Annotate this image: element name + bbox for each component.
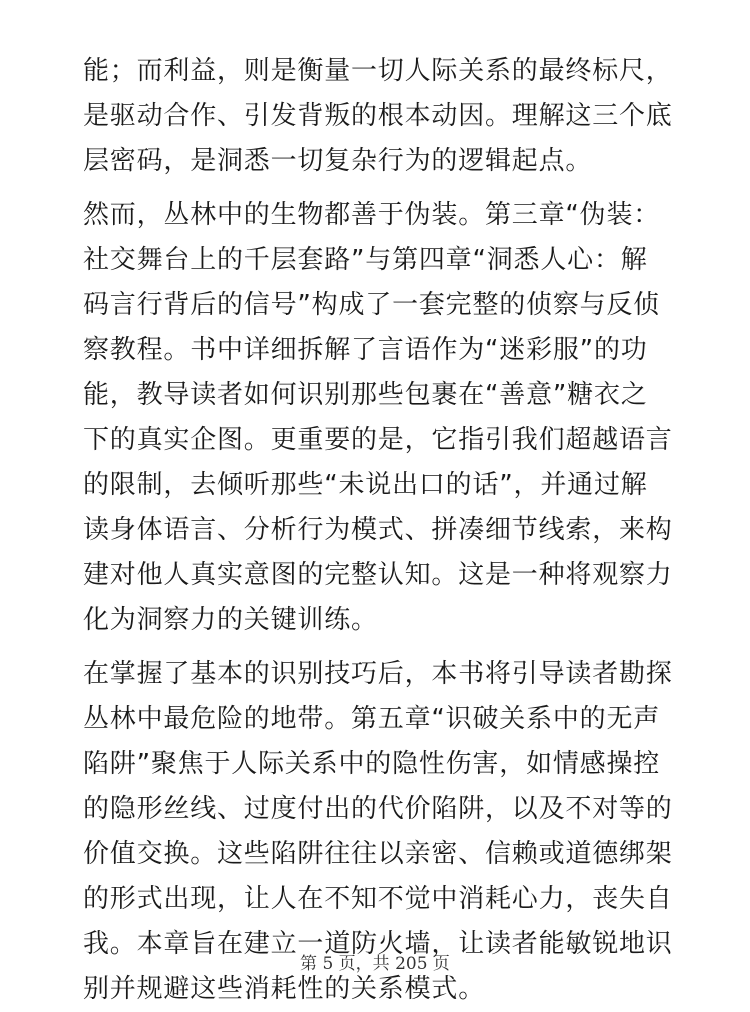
text-line: 化为洞察力的关键训练。 xyxy=(83,605,378,635)
text-line: 陷阱”聚焦于人际关系中的隐性伤害，如情感操控 xyxy=(83,749,661,779)
text-line: 的限制，去倾听那些“未说出口的话”，并通过解 xyxy=(83,470,648,500)
text-line: 的隐形丝线、过度付出的代价陷阱，以及不对等的 xyxy=(83,794,673,824)
text-line: 是驱动合作、引发背叛的根本动因。理解这三个底 xyxy=(83,101,673,131)
text-line: 别并规避这些消耗性的关系模式。 xyxy=(83,974,486,1004)
body-text xyxy=(83,49,683,1012)
page-number-footer: 第 5 页，共 205 页 xyxy=(300,954,450,974)
text-line: 下的真实企图。更重要的是，它指引我们超越语言 xyxy=(83,425,673,455)
text-line: 社交舞台上的千层套路”与第四章“洞悉人心：解 xyxy=(83,245,648,275)
text-line: 察教程。书中详细拆解了言语作为“迷彩服”的功 xyxy=(83,335,648,365)
text-line: 价值交换。这些陷阱往往以亲密、信赖或道德绑架 xyxy=(83,839,673,869)
text-line: 然而，丛林中的生物都善于伪装。第三章“伪装： xyxy=(83,200,661,230)
paragraph-1 xyxy=(83,49,683,184)
text-line: 的形式出现，让人在不知不觉中消耗心力，丧失自 xyxy=(83,884,673,914)
paragraph-2 xyxy=(83,193,683,643)
text-line: 在掌握了基本的识别技巧后，本书将引导读者勘探 xyxy=(83,659,673,689)
text-line: 读身体语言、分析行为模式、拼凑细节线索，来构 xyxy=(83,515,673,545)
text-line: 丛林中最危险的地带。第五章“识破关系中的无声 xyxy=(83,704,661,734)
text-line: 能，教导读者如何识别那些包裹在“善意”糖衣之 xyxy=(83,380,648,410)
text-line: 我。本章旨在建立一道防火墙，让读者能敏锐地识 xyxy=(83,929,673,959)
text-line: 建对他人真实意图的完整认知。这是一种将观察力 xyxy=(83,560,673,590)
text-line: 层密码，是洞悉一切复杂行为的逻辑起点。 xyxy=(83,146,593,176)
text-line: 码言行背后的信号”构成了一套完整的侦察与反侦 xyxy=(83,290,661,320)
text-line: 能；而利益，则是衡量一切人际关系的最终标尺， xyxy=(83,56,673,86)
